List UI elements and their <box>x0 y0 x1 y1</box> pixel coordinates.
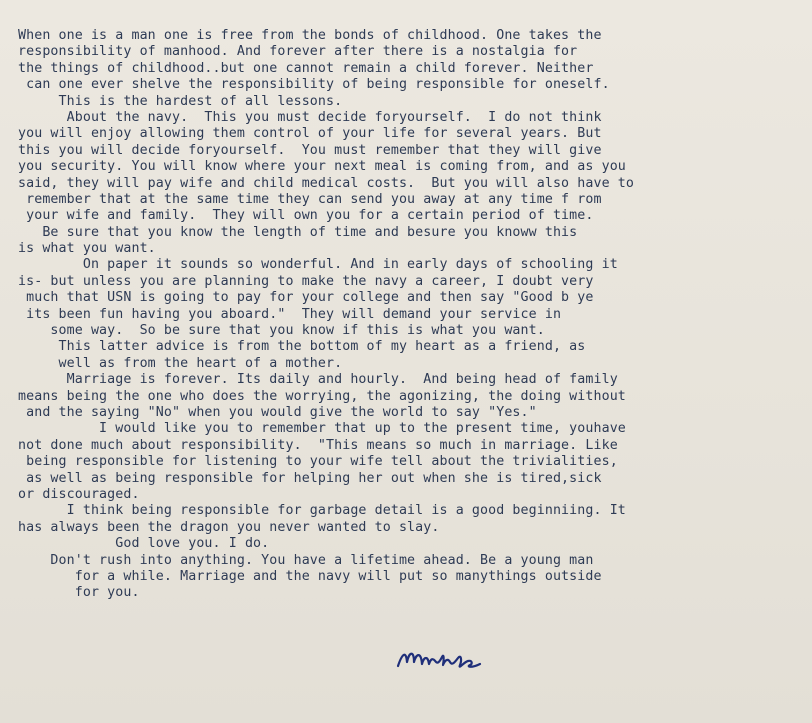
letter-line: I think being responsible for garbage detail is a good beginniing. It <box>18 503 626 519</box>
letter-line: some way. So be sure that you know if this is what you want. <box>18 323 545 339</box>
letter-line: or discouraged. <box>18 486 140 502</box>
letter-line: you will enjoy allowing them control of your life for several years. But <box>18 126 602 142</box>
letter-line: as well as being responsible for helping her out when she is tired,sick <box>18 470 602 486</box>
letter-line: means being the one who does the worrying, the agonizing, the doing without <box>18 388 626 404</box>
letter-line: much that USN is going to pay for your college and then say "Good b ye <box>18 290 594 306</box>
letter-line: Don't rush into anything. You have a lifetime ahead. Be a young man <box>18 552 594 568</box>
letter-line: being responsible for listening to your wife tell about the trivialities, <box>18 454 618 470</box>
letter-line: said, they will pay wife and child medical costs. But you will also have to <box>18 175 635 191</box>
letter-line: for you. <box>18 585 140 601</box>
letter-line: remember that at the same time they can send you away at any time f rom <box>18 191 602 207</box>
letter-line: This latter advice is from the bottom of my heart as a friend, as <box>18 339 586 355</box>
letter-line: I would like you to remember that up to the present time, youhave <box>18 421 626 437</box>
letter-line: your wife and family. They will own you for a certain period of time. <box>18 208 594 224</box>
letter-line: This is the hardest of all lessons. <box>18 93 343 109</box>
letter-line: On paper it sounds so wonderful. And in early days of schooling it <box>18 257 618 273</box>
letter-line: Be sure that you know the length of time and besure you knoww this <box>18 224 578 240</box>
letter-line: is- but unless you are planning to make the navy a career, I doubt very <box>18 273 594 289</box>
letter-line: you security. You will know where your next meal is coming from, and as you <box>18 159 626 175</box>
letter-body <box>18 28 798 602</box>
handwritten-signature <box>392 640 502 680</box>
letter-line: Marriage is forever. Its daily and hourly. And being head of family <box>18 372 618 388</box>
letter-line: well as from the heart of a mother. <box>18 355 343 371</box>
letter-line: the things of childhood..but one cannot remain a child forever. Neither <box>18 60 594 76</box>
letter-line: can one ever shelve the responsibility of being responsible for oneself. <box>18 77 610 93</box>
letter-line: responsibility of manhood. And forever after there is a nostalgia for <box>18 44 578 60</box>
letter-line: its been fun having you aboard." They will demand your service in <box>18 306 562 322</box>
letter-line: not done much about responsibility. "This means so much in marriage. Like <box>18 437 618 453</box>
letter-line: God love you. I do. <box>18 536 270 552</box>
letter-line: and the saying "No" when you would give the world to say "Yes." <box>18 404 537 420</box>
letter-line: is what you want. <box>18 241 156 257</box>
letter-line: for a while. Marriage and the navy will put so manythings outside <box>18 568 602 584</box>
letter-line: When one is a man one is free from the bonds of childhood. One takes the <box>18 28 602 43</box>
letter-line: this you will decide foryourself. You must remember that they will give <box>18 142 602 158</box>
letter-line: has always been the dragon you never wanted to slay. <box>18 519 440 535</box>
letter-line: About the navy. This you must decide foryourself. I do not think <box>18 109 602 125</box>
